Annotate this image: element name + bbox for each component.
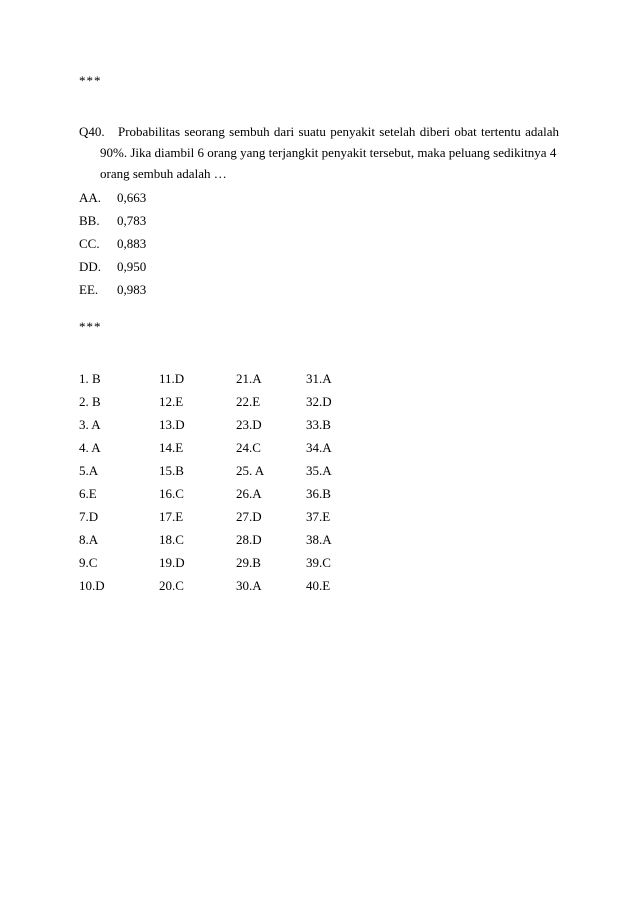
answer-key-cell: 14.E [159, 440, 184, 455]
answer-key-cell: 33.B [306, 417, 331, 432]
answer-key-row [79, 551, 379, 574]
answer-key-row [79, 390, 379, 413]
answer-options [79, 186, 146, 301]
answer-key-cell: 23.D [236, 417, 262, 432]
answer-key-cell: 18.C [159, 532, 184, 547]
answer-key-cell: 12.E [159, 394, 184, 409]
answer-key-cell: 13.D [159, 417, 185, 432]
answer-key-cell: 2. B [79, 394, 101, 409]
answer-key-cell: 25. A [236, 463, 265, 478]
option-value: 0,663 [117, 190, 147, 205]
option-d [79, 255, 146, 278]
answer-key-cell: 4. A [79, 440, 101, 455]
answer-key-cell: 20.C [159, 578, 184, 593]
answer-key-row [79, 459, 379, 482]
separator-top: *** [79, 73, 102, 88]
answer-key-row [79, 528, 379, 551]
option-a [79, 186, 146, 209]
option-letter: CC. [79, 236, 100, 251]
answer-key-row [79, 436, 379, 459]
option-value: 0,950 [117, 259, 147, 274]
answer-key-cell: 22.E [236, 394, 261, 409]
option-b [79, 209, 146, 232]
answer-key-cell: 9.C [79, 555, 98, 570]
answer-key-cell: 40.E [306, 578, 331, 593]
answer-key-cell: 29.B [236, 555, 261, 570]
question-text-1: Probabilitas seorang sembuh dari suatu penyakit setelah diberi obat tertentu adalah [118, 124, 559, 139]
answer-key-row [79, 413, 379, 436]
answer-key-cell: 24.C [236, 440, 261, 455]
answer-key-cell: 30.A [236, 578, 262, 593]
option-letter: BB. [79, 213, 100, 228]
option-c [79, 232, 146, 255]
question-number: Q40. [79, 124, 105, 139]
answer-key-cell: 5.A [79, 463, 99, 478]
answer-key-cell: 37.E [306, 509, 331, 524]
answer-key-row [79, 574, 379, 597]
question-line-3: orang sembuh adalah … [100, 166, 227, 181]
answer-key-cell: 6.E [79, 486, 97, 501]
answer-key-cell: 16.C [159, 486, 184, 501]
question-line-2: 90%. Jika diambil 6 orang yang terjangkit penyakit tersebut, maka peluang sedikitnya 4 [100, 145, 557, 160]
answer-key-row [79, 505, 379, 528]
option-letter: EE. [79, 282, 99, 297]
option-letter: AA. [79, 190, 102, 205]
question-line-1 [79, 121, 559, 142]
question-40 [79, 121, 559, 184]
answer-key-cell: 35.A [306, 463, 332, 478]
answer-key-cell: 28.D [236, 532, 262, 547]
answer-key-cell: 19.D [159, 555, 185, 570]
answer-key-cell: 11.D [159, 371, 185, 386]
answer-key-row [79, 367, 379, 390]
option-value: 0,883 [117, 236, 147, 251]
answer-key-cell: 10.D [79, 578, 105, 593]
answer-key-cell: 3. A [79, 417, 101, 432]
answer-key-cell: 38.A [306, 532, 332, 547]
answer-key-cell: 32.D [306, 394, 332, 409]
answer-key-cell: 31.A [306, 371, 332, 386]
answer-key-table [79, 367, 379, 597]
answer-key-row [79, 482, 379, 505]
option-letter: DD. [79, 259, 102, 274]
option-value: 0,983 [117, 282, 147, 297]
answer-key-cell: 1. B [79, 371, 101, 386]
answer-key-cell: 34.A [306, 440, 332, 455]
separator-bottom: *** [79, 319, 102, 334]
answer-key-cell: 39.C [306, 555, 331, 570]
answer-key-cell: 8.A [79, 532, 99, 547]
answer-key-cell: 7.D [79, 509, 99, 524]
option-e [79, 278, 146, 301]
answer-key-cell: 21.A [236, 371, 262, 386]
option-value: 0,783 [117, 213, 147, 228]
answer-key-cell: 26.A [236, 486, 262, 501]
answer-key-cell: 17.E [159, 509, 184, 524]
answer-key-cell: 27.D [236, 509, 262, 524]
answer-key-cell: 15.B [159, 463, 184, 478]
answer-key-cell: 36.B [306, 486, 331, 501]
